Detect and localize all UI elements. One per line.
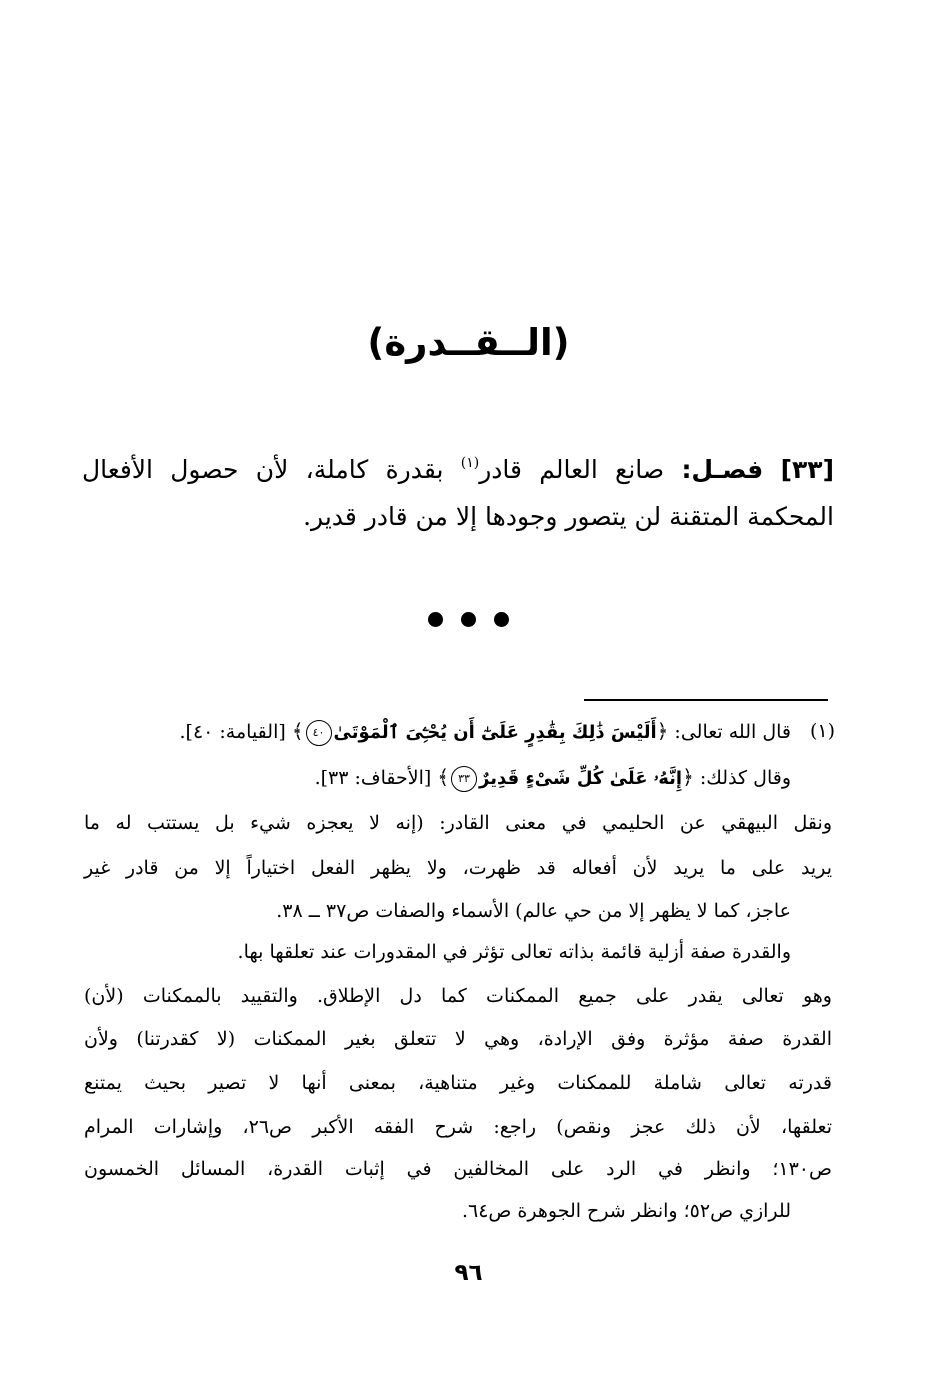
footnote-line: يريد على ما يريد لأن أفعاله قد ظهرت، ولا يظهر الفعل اختياراً إلا من قادر غير — [84, 857, 832, 879]
ayah-number-mark: ٤٠ — [306, 720, 332, 746]
footnote-line: عاجز، كما لا يظهر إلا من حي عالم) الأسماء والصفات ص٣٧ ــ ٣٨. — [276, 900, 791, 922]
verse-intro: قال الله تعالى: — [674, 721, 791, 743]
footnote-line: والقدرة صفة أزلية قائمة بذاته تعالى تؤثر في المقدورات عند تعلقها بها. — [237, 941, 791, 963]
footnote-line: قدرته تعالى شاملة للممكنات وغير متناهية، بمعنى أنها لا تصير بحيث يمتنع — [84, 1072, 832, 1094]
separator-dot — [461, 612, 476, 627]
section-paragraph — [82, 446, 834, 540]
page-number: ٩٦ — [454, 1260, 483, 1286]
footnote-line: ونقل البيهقي عن الحليمي في معنى القادر: (إنه لا يعجزه شيء بل يستتب له ما — [84, 812, 832, 834]
quran-bracket-close: ﴾ — [291, 719, 304, 743]
separator-dot — [494, 612, 509, 627]
footnote-line: ص١٣٠؛ وانظر في الرد على المخالفين في إثبات القدرة، المسائل الخمسون — [84, 1158, 832, 1180]
ayah-number-mark: ٣٣ — [451, 766, 477, 792]
verse-reference: [القيامة: ٤٠]. — [179, 721, 286, 743]
quran-bracket-open: ﴿ — [656, 719, 669, 743]
quran-verse: أَلَيْسَ ذَٰلِكَ بِقَٰدِرٍ عَلَىٰٓ أَن يُحْـِۧىَ ٱلْمَوْتَىٰ — [333, 722, 657, 743]
footnote-verse-line-1 — [179, 716, 791, 748]
section-separator — [0, 612, 937, 627]
verse-intro: وقال كذلك: — [699, 767, 791, 789]
footnote-line: تعلقها، لأن ذلك عجز ونقص) راجع: شرح الفقه الأكبر ص٢٦، وإشارات المرام — [84, 1116, 833, 1138]
quran-bracket-open: ﴿ — [682, 765, 694, 789]
footnote-number: (١) — [809, 720, 835, 742]
section-number: [٣٣] — [780, 455, 834, 484]
footnote-reference[interactable]: (١) — [460, 455, 480, 471]
footnote-line: للرازي ص٥٢؛ وانظر شرح الجوهرة ص٦٤. — [461, 1200, 791, 1222]
section-label: فصـل: — [681, 455, 764, 484]
quran-verse: إِنَّهُۥ عَلَىٰ كُلِّ شَىْءٍ قَدِيرٌ — [479, 768, 683, 789]
chapter-title: (الــقــدرة) — [367, 321, 570, 364]
section-text-start: صانع العالم قادر — [479, 455, 665, 484]
verse-reference: [الأحقاف: ٣٣]. — [314, 767, 432, 789]
footnote-line: القدرة صفة مؤثرة وفق الإرادة، وهي لا تتعلق بغير الممكنات (لا كقدرتنا) ولأن — [84, 1028, 832, 1050]
footnote-divider — [584, 699, 828, 701]
footnote-verse-line-2 — [315, 762, 791, 794]
separator-dot — [428, 612, 443, 627]
footnote-line: وهو تعالى يقدر على جميع الممكنات كما دل الإطلاق. والتقييد بالممكنات (لأن) — [84, 985, 832, 1007]
quran-bracket-close: ﴾ — [437, 765, 450, 789]
section-text-end: بقدرة كاملة، لأن حصول الأفعال المحكمة المتقنة لن يتصور وجودها إلا من قادر قدير. — [82, 455, 834, 531]
